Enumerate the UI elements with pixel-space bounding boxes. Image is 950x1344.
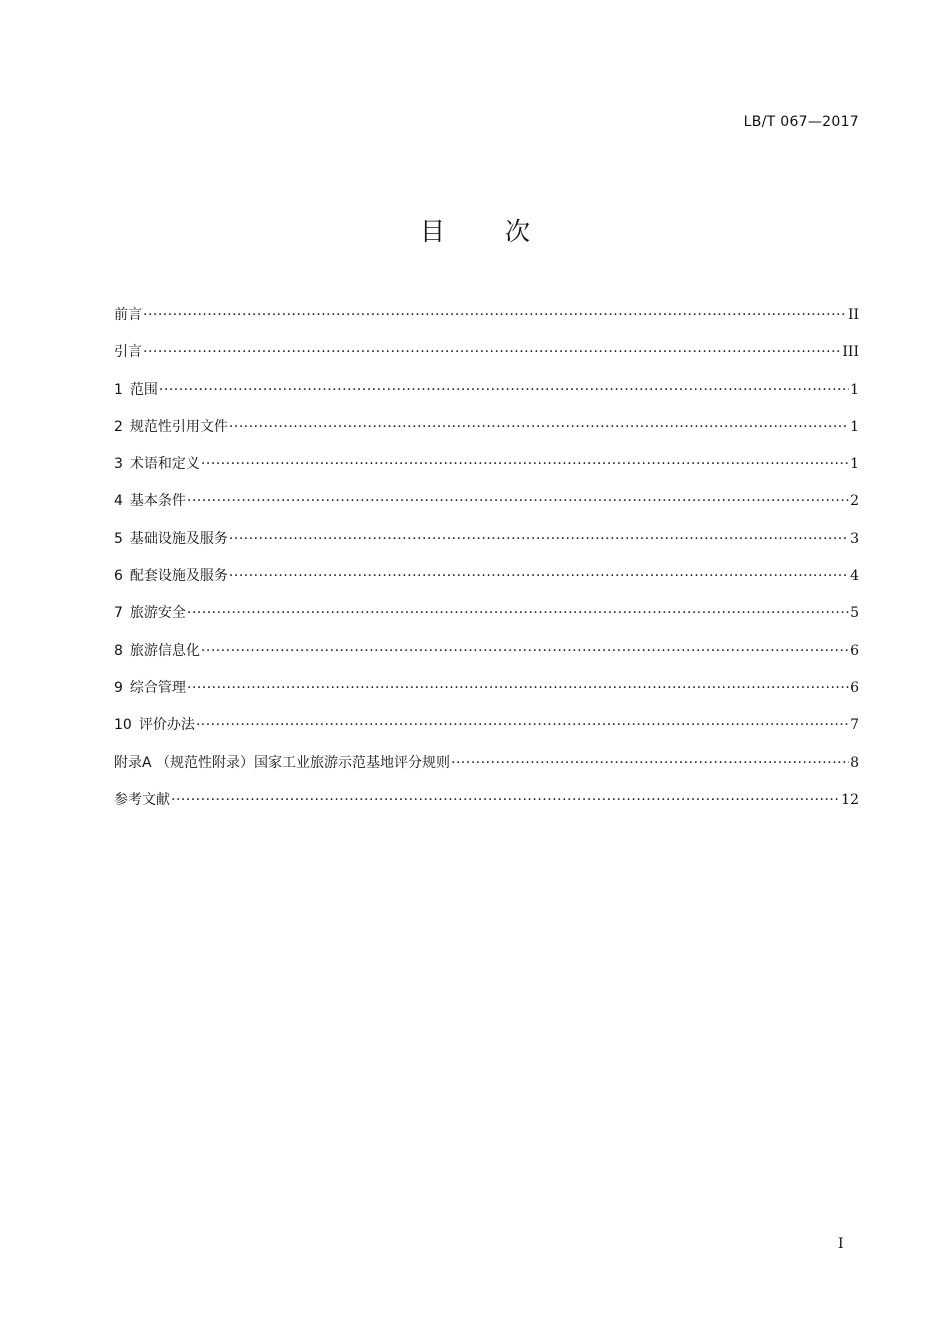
toc-entry-label: 前言 — [114, 307, 142, 323]
toc-entry-text: 基础设施及服务 — [129, 530, 228, 547]
toc-entry-text: 规范性引用文件 — [129, 418, 228, 435]
toc-dot-leader — [187, 605, 849, 621]
toc-entry-label — [114, 379, 158, 399]
toc-entry-terms-definitions[interactable] — [114, 453, 859, 490]
toc-entry-basic-conditions[interactable] — [114, 490, 859, 527]
page-number: I — [838, 1236, 844, 1252]
toc-entry-number: 5 — [114, 530, 123, 547]
toc-entry-number: 2 — [114, 418, 123, 435]
toc-entry-text: 范围 — [129, 381, 158, 398]
toc-entry-text: 旅游安全 — [129, 605, 186, 622]
toc-entry-page: 2 — [850, 493, 859, 510]
toc-dot-leader — [229, 568, 849, 584]
toc-entry-number: 8 — [114, 642, 123, 659]
toc-entry-number: 10 — [114, 717, 132, 734]
toc-entry-number: 3 — [114, 456, 123, 473]
toc-entry-appendix-a[interactable] — [114, 752, 859, 789]
toc-entry-number: 6 — [114, 568, 123, 585]
toc-entry-page: 12 — [841, 791, 859, 808]
toc-dot-leader — [196, 717, 849, 733]
toc-entry-tourism-safety[interactable] — [114, 602, 859, 639]
toc-entry-foreword[interactable] — [114, 304, 859, 341]
toc-entry-evaluation-method[interactable] — [114, 714, 859, 751]
toc-entry-text: 配套设施及服务 — [129, 568, 228, 585]
toc-entry-infrastructure-services[interactable] — [114, 528, 859, 565]
toc-entry-label — [114, 640, 200, 660]
toc-entry-tourism-informatization[interactable] — [114, 640, 859, 677]
toc-entry-page: 8 — [850, 754, 859, 771]
toc-entry-number: 1 — [114, 381, 123, 398]
toc-dot-leader — [159, 382, 849, 398]
toc-entry-text: 术语和定义 — [129, 456, 200, 473]
toc-entry-label — [114, 677, 186, 697]
toc-entry-text: 评价办法 — [138, 717, 195, 734]
toc-entry-page: 4 — [850, 568, 859, 585]
toc-entry-number: 7 — [114, 605, 123, 622]
toc-entry-page: 6 — [850, 642, 859, 659]
toc-entry-label — [114, 453, 200, 473]
toc-entry-comprehensive-management[interactable] — [114, 677, 859, 714]
toc-entry-page: II — [847, 307, 859, 323]
table-of-contents — [114, 304, 859, 826]
toc-entry-page: III — [842, 344, 859, 361]
toc-entry-label: 附录A （规范性附录）国家工业旅游示范基地评分规则 — [114, 754, 451, 771]
toc-dot-leader — [451, 755, 849, 771]
toc-entry-page: 1 — [850, 418, 859, 435]
toc-dot-leader — [229, 419, 849, 435]
toc-entry-number: 9 — [114, 679, 123, 696]
toc-entry-normative-references[interactable] — [114, 416, 859, 453]
toc-entry-page: 3 — [850, 530, 859, 547]
toc-dot-leader — [143, 307, 847, 323]
toc-entry-label — [114, 416, 228, 436]
toc-entry-label: 参考文献 — [114, 791, 170, 808]
toc-entry-label — [114, 602, 186, 622]
toc-entry-text: 综合管理 — [129, 679, 186, 696]
toc-entry-page: 5 — [850, 605, 859, 622]
toc-dot-leader — [201, 456, 849, 472]
toc-entry-scope[interactable] — [114, 379, 859, 416]
toc-entry-introduction[interactable] — [114, 341, 859, 378]
toc-dot-leader — [201, 643, 849, 659]
toc-entry-supporting-facilities[interactable] — [114, 565, 859, 602]
toc-title: 目 次 — [420, 217, 556, 246]
toc-entry-page: 1 — [850, 456, 859, 473]
toc-dot-leader — [171, 792, 840, 808]
toc-dot-leader — [143, 344, 841, 360]
toc-dot-leader — [229, 531, 849, 547]
toc-entry-text: 基本条件 — [129, 493, 186, 510]
toc-entry-page: 6 — [850, 679, 859, 696]
toc-entry-number: 4 — [114, 493, 123, 510]
toc-entry-bibliography[interactable] — [114, 789, 859, 826]
toc-entry-label — [114, 565, 228, 585]
toc-entry-page: 1 — [850, 381, 859, 398]
toc-entry-label — [114, 528, 228, 548]
toc-entry-label: 引言 — [114, 344, 142, 361]
toc-entry-page: 7 — [850, 717, 859, 734]
toc-dot-leader — [187, 680, 849, 696]
toc-entry-label — [114, 714, 195, 734]
toc-entry-label — [114, 490, 186, 510]
toc-entry-text: 旅游信息化 — [129, 642, 200, 659]
standard-code: LB/T 067—2017 — [743, 114, 859, 130]
toc-dot-leader — [187, 493, 849, 509]
